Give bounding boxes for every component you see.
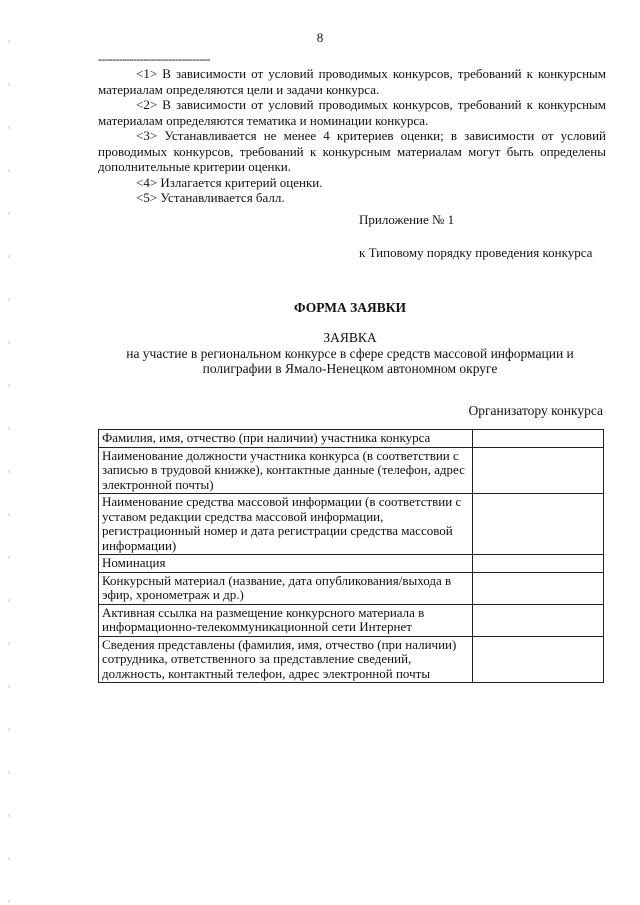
- footnote-5: <5> Устанавливается балл.: [136, 190, 285, 205]
- footnote-1: <1> В зависимости от условий проводимых конкурсов, требований к конкурсным материалам определяются цели и задачи конкурса.: [98, 66, 606, 97]
- form-heading: ФОРМА ЗАЯВКИ: [293, 300, 407, 315]
- row-value-field[interactable]: [473, 555, 604, 573]
- table-row: [99, 447, 604, 494]
- row-label: Активная ссылка на размещение конкурсного материала в информационно-телекоммуникационной сети Интернет: [99, 604, 473, 636]
- table-row: [99, 572, 604, 604]
- row-label: Конкурсный материал (название, дата опубликования/выхода в эфир, хронометраж и др.): [99, 572, 473, 604]
- table-row: [99, 636, 604, 683]
- appendix-note: [359, 212, 599, 260]
- footnote-4: <4> Излагается критерий оценки.: [136, 174, 323, 190]
- row-value-field[interactable]: [473, 447, 604, 494]
- row-value-field[interactable]: [473, 430, 604, 448]
- footnote-3: <3> Устанавливается не менее 4 критериев оценки; в зависимости от условий проводимых конкурсов, требований к конкурсным материалам могут быть определены дополнительные критерии оценки.: [98, 128, 606, 174]
- application-subtitle-wrap: [100, 346, 600, 377]
- table-row: [99, 604, 604, 636]
- footnote-2: <2> В зависимости от условий проводимых конкурсов, требований к конкурсным материалам определяются тематика и номинации конкурса.: [98, 97, 606, 128]
- row-value-field[interactable]: [473, 572, 604, 604]
- row-label: Номинация: [99, 555, 473, 573]
- addressee: Организатору конкурса: [468, 403, 603, 418]
- row-label: Сведения представлены (фамилия, имя, отчество (при наличии) сотрудника, ответственного за представление сведений, должность, контактный телефон, адрес электронной почты: [99, 636, 473, 683]
- row-value-field[interactable]: [473, 636, 604, 683]
- table-row: [99, 555, 604, 573]
- appendix-reference: к Типовому порядку проведения конкурса: [359, 244, 593, 260]
- footnote-separator: --------------------------------: [98, 52, 210, 66]
- footnotes-block: [98, 66, 606, 206]
- appendix-number: Приложение № 1: [359, 212, 455, 227]
- scan-margin-marks: [8, 0, 10, 905]
- application-form-table: [98, 429, 604, 683]
- row-value-field[interactable]: [473, 604, 604, 636]
- application-subtitle: на участие в региональном конкурсе в сфере средств массовой информации и полиграфии в Ямало-Ненецком автономном округе: [126, 345, 574, 376]
- application-title: ЗАЯВКА: [323, 330, 377, 345]
- row-label: Фамилия, имя, отчество (при наличии) участника конкурса: [99, 430, 473, 448]
- table-row: [99, 430, 604, 448]
- page-number: 8: [316, 30, 324, 45]
- table-row: [99, 494, 604, 555]
- application-title-block: [0, 330, 640, 377]
- row-label: Наименование должности участника конкурса (в соответствии с записью в трудовой книжке), контактные данные (телефон, адрес электронной почты): [99, 447, 473, 494]
- row-value-field[interactable]: [473, 494, 604, 555]
- row-label: Наименование средства массовой информации (в соответствии с уставом редакции средства массовой информации, регистрационный номер и дата регистрации средства массовой информации): [99, 494, 473, 555]
